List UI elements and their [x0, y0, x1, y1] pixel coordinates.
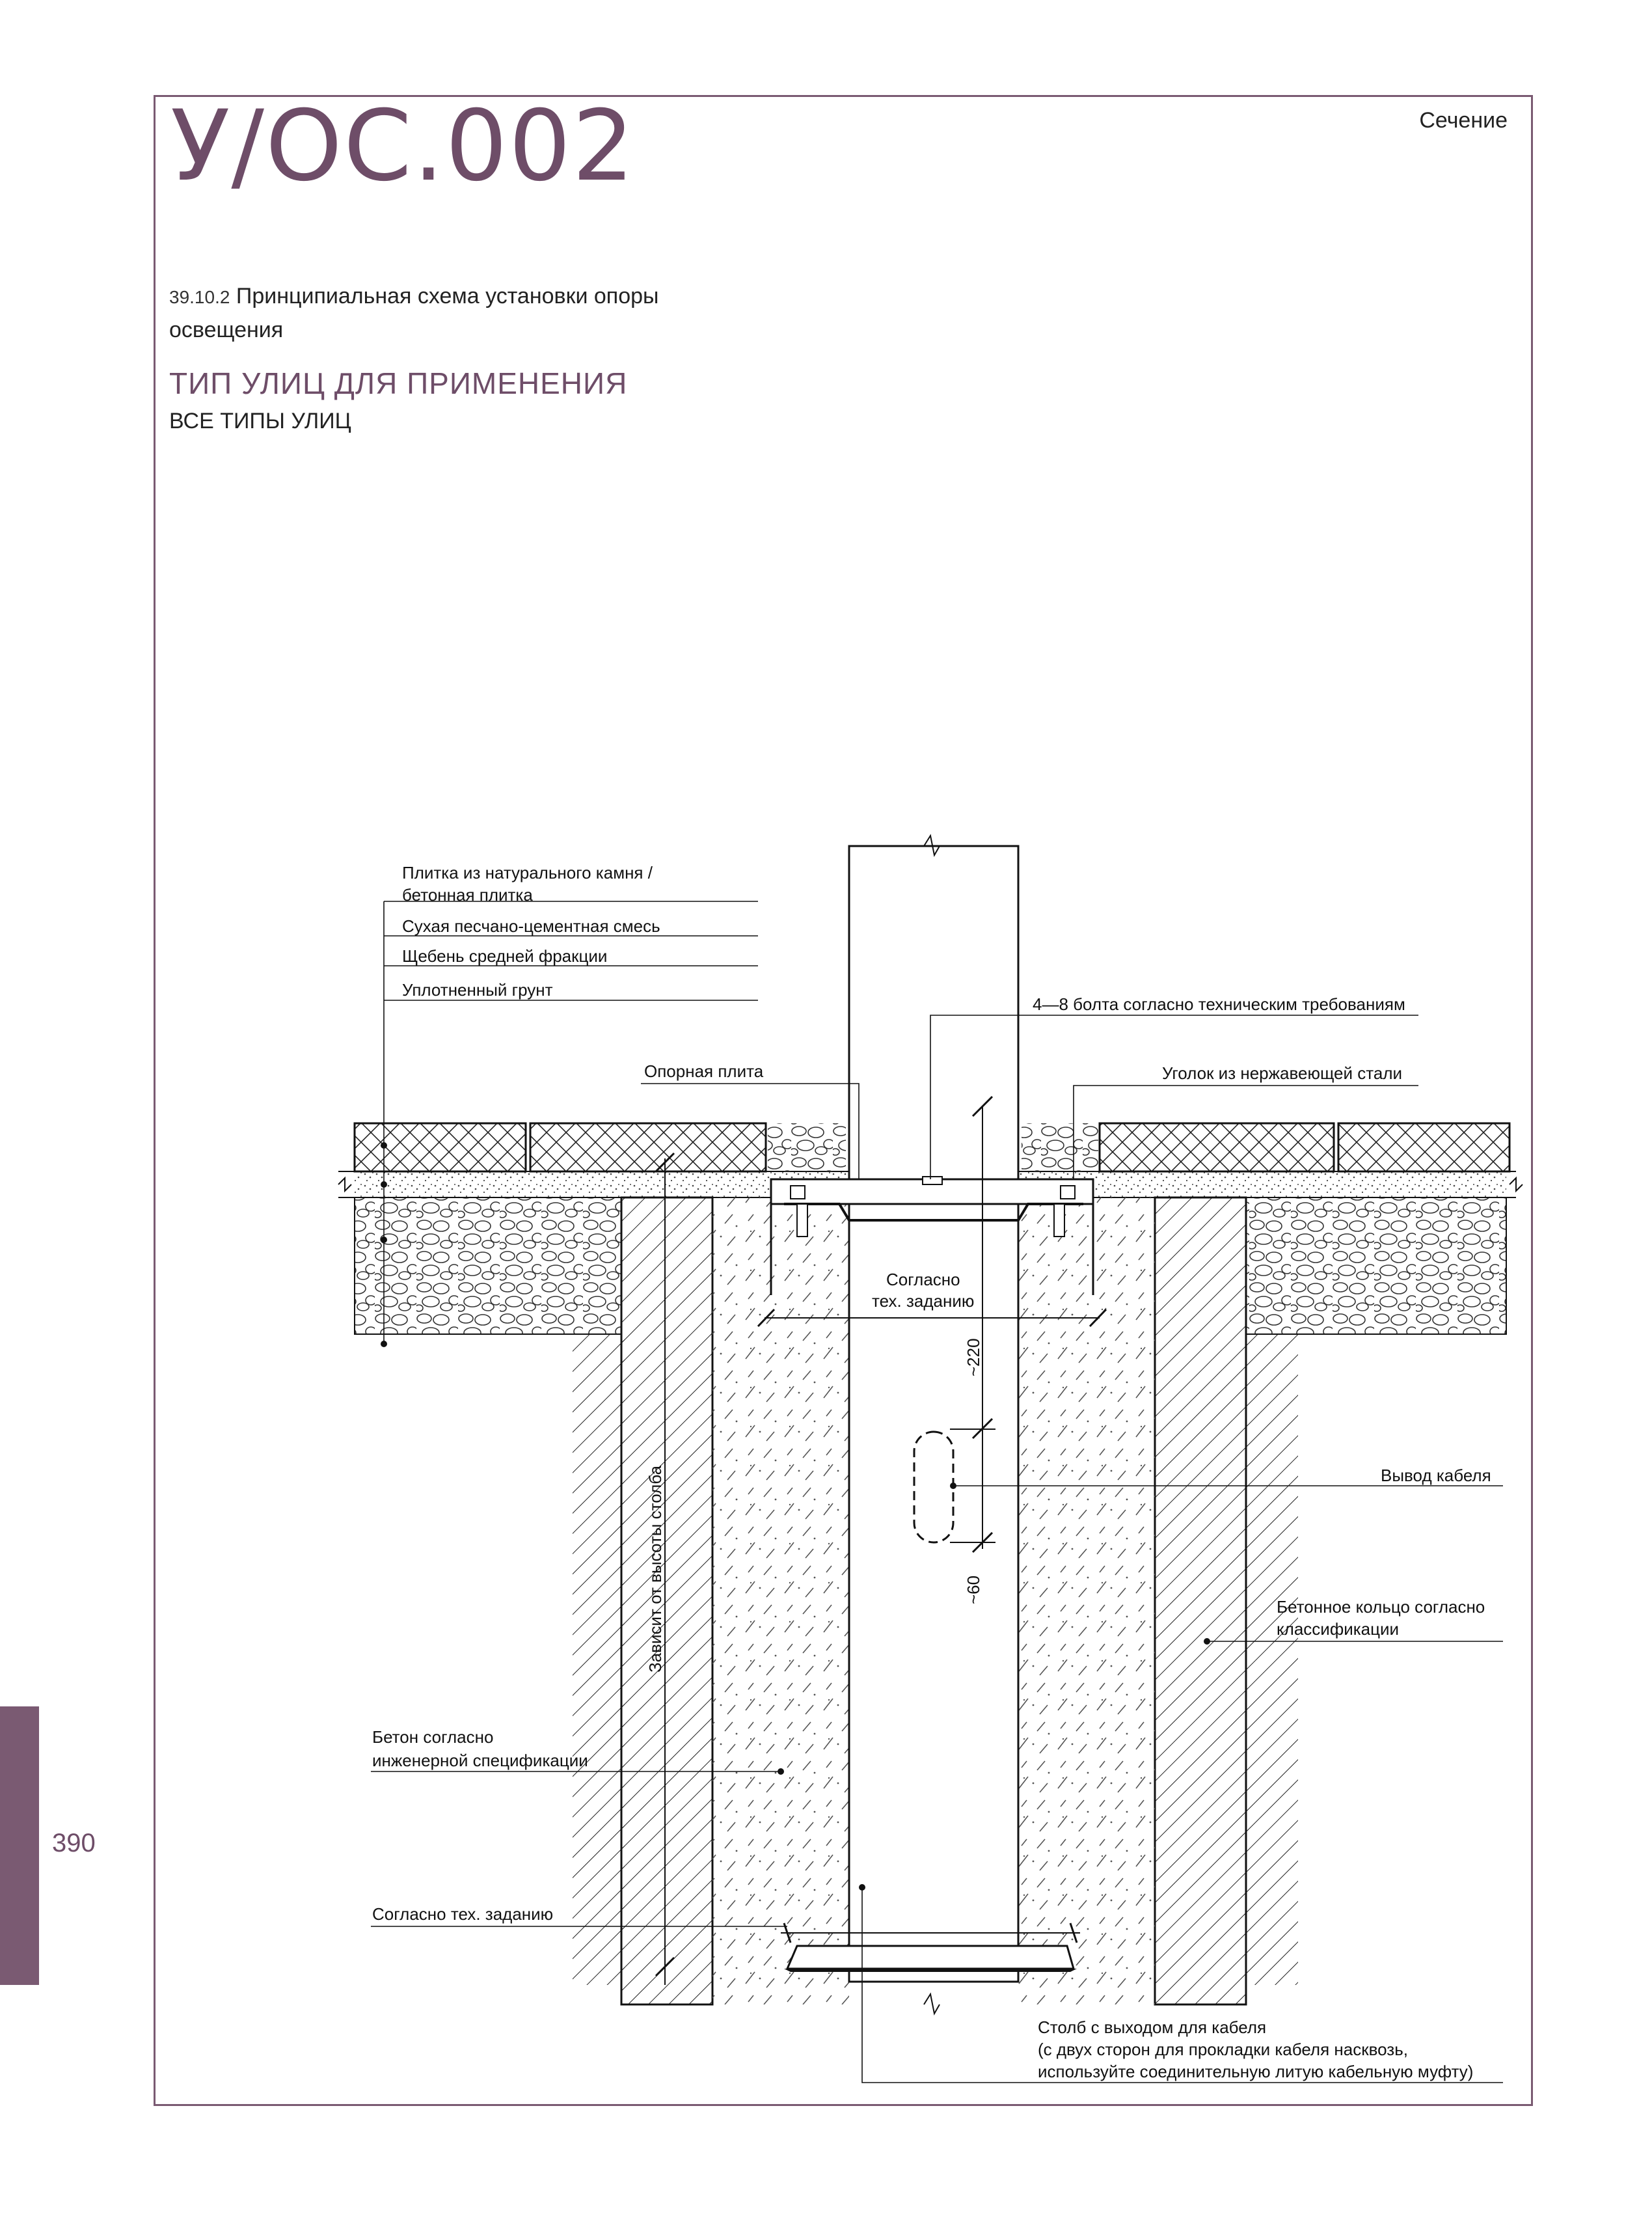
gravel-layer-right	[1246, 1197, 1506, 1334]
gravel-infill-left	[768, 1123, 846, 1171]
soil-hatch-right	[1246, 1334, 1298, 1985]
label-steel-angle: Уголок из нержавеющей стали	[1162, 1063, 1403, 1083]
page-number: 390	[52, 1829, 96, 1857]
label-soil: Уплотненный грунт	[402, 980, 553, 1000]
label-bolts: 4—8 болта согласно техническим требованиям	[1033, 994, 1405, 1014]
concrete-ring-left	[621, 1197, 712, 2004]
label-gravel: Щебень средней фракции	[402, 946, 608, 966]
label-dim-220: ~220	[964, 1338, 983, 1376]
drawing-code: У/ОС.002	[170, 90, 636, 203]
subtitle-text-line1: Принципиальная схема установки опоры	[236, 284, 659, 308]
cable-outlet-slot	[914, 1432, 953, 1542]
label-dim-60: ~60	[964, 1575, 983, 1604]
label-concrete-1: Бетон согласно	[372, 1727, 494, 1747]
label-dry-mix: Сухая песчано-цементная смесь	[402, 916, 660, 936]
street-type-heading: ТИП УЛИЦ ДЛЯ ПРИМЕНЕНИЯ	[169, 366, 628, 400]
subtitle-number: 39.10.2	[169, 287, 230, 307]
label-per-spec-bottom: Согласно тех. заданию	[372, 1904, 554, 1924]
label-per-spec-1: Согласно	[886, 1270, 960, 1289]
label-stone-tile-1: Плитка из натурального камня /	[402, 863, 653, 882]
label-cable-outlet: Вывод кабеля	[1381, 1466, 1491, 1485]
gravel-infill-right	[1022, 1123, 1098, 1171]
gravel-layer-left	[355, 1197, 621, 1334]
label-pole-2: (с двух сторон для прокладки кабеля насквозь,	[1038, 2040, 1408, 2059]
label-concrete-2: инженерной спецификации	[372, 1751, 588, 1770]
street-type-value: ВСЕ ТИПЫ УЛИЦ	[169, 409, 351, 433]
label-per-spec-2: тех. заданию	[872, 1291, 975, 1311]
label-base-plate: Опорная плита	[644, 1061, 764, 1081]
concrete-ring-right	[1155, 1197, 1246, 2004]
label-ring-1: Бетонное кольцо согласно	[1277, 1597, 1485, 1617]
label-pole-3: используйте соединительную литую кабельную муфту)	[1038, 2062, 1474, 2081]
lighting-pole	[849, 846, 1018, 1982]
subtitle-text-line2: освещения	[169, 318, 284, 342]
label-ring-2: классификации	[1277, 1619, 1400, 1639]
section-label: Сечение	[1419, 108, 1508, 133]
soil-hatch-left	[573, 1334, 625, 1985]
label-stone-tile-2: бетонная плитка	[402, 885, 533, 905]
label-pole-height: Зависит от высоты столба	[645, 1465, 665, 1673]
label-pole-1: Столб с выходом для кабеля	[1038, 2017, 1267, 2037]
pole-foot-plate	[787, 1946, 1074, 1969]
